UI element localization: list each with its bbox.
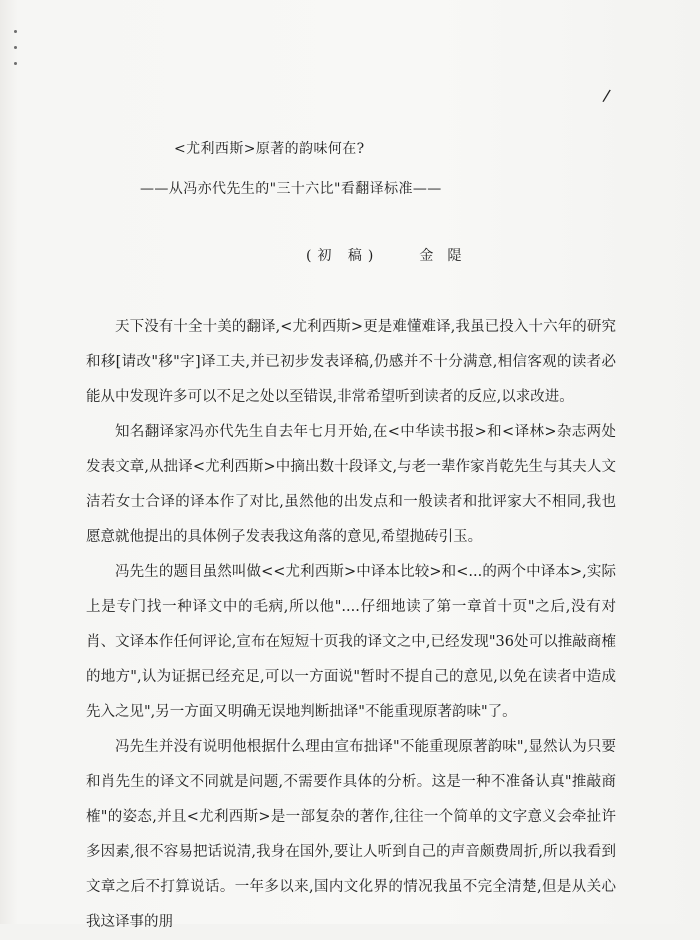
paragraph: 天下没有十全十美的翻译,<尤利西斯>更是难懂难译,我虽已投入十六年的研究和移[请改"移"字]译工夫,并已初步发表译稿,仍感并不十分满意,相信客观的读者必能从中发现许多可以不足之处以至错误,非常希望听到读者的反应,以求改进。 (86, 319, 616, 405)
byline (306, 245, 475, 265)
author-name: 金隄 (419, 248, 476, 264)
document-subtitle: ——从冯亦代先生的"三十六比"看翻译标准—— (140, 181, 442, 197)
page-number: / (601, 85, 612, 106)
paragraph: 知名翻译家冯亦代先生自去年七月开始,在<中华读书报>和<译林>杂志两处发表文章,从拙译<尤利西斯>中摘出数十段译文,与老一辈作家肖乾先生与其夫人文洁若女士合译的译本作了对比,虽然他的出发点和一般读者和批评家大不相同,我也愿意就他提出的具体例子发表我这角落的意见,希望抛砖引玉。 (86, 424, 616, 545)
punch-hole-mark (14, 30, 17, 33)
draft-label: (初 稿) (306, 248, 380, 264)
punch-hole-mark (14, 46, 17, 49)
paragraph: 冯先生的题目虽然叫做<<尤利西斯>中译本比较>和<...的两个中译本>,实际上是专门找一种译文中的毛病,所以他"....仔细地读了第一章首十页"之后,没有对肖、文译本作任何评论,宣布在短短十页我的译文之中,已经发现"36处可以推敲商榷的地方",认为证据已经充足,可以一方面说"暂时不提自己的意见,以免在读者中造成先入之见",另一方面又明确无误地判断拙译"不能重现原著韵味"了。 (86, 564, 616, 720)
paragraph: 冯先生并没有说明他根据什么理由宣布拙译"不能重现原著韵味",显然认为只要和肖先生的译文不同就是问题,不需要作具体的分析。这是一种不准备认真"推敲商榷"的姿态,并且<尤利西斯>是一部复杂的著作,往往一个简单的文字意义会牵扯许多因素,很不容易把话说清,我身在国外,要让人听到自己的声音颇费周折,所以我看到文章之后不打算说话。一年多以来,国内文化界的情况我虽不完全清楚,但是从关心我这译事的朋 (86, 739, 616, 930)
document-title: <尤利西斯>原著的韵味何在? (174, 141, 365, 157)
document-body (86, 310, 616, 940)
punch-hole-mark (14, 62, 17, 65)
